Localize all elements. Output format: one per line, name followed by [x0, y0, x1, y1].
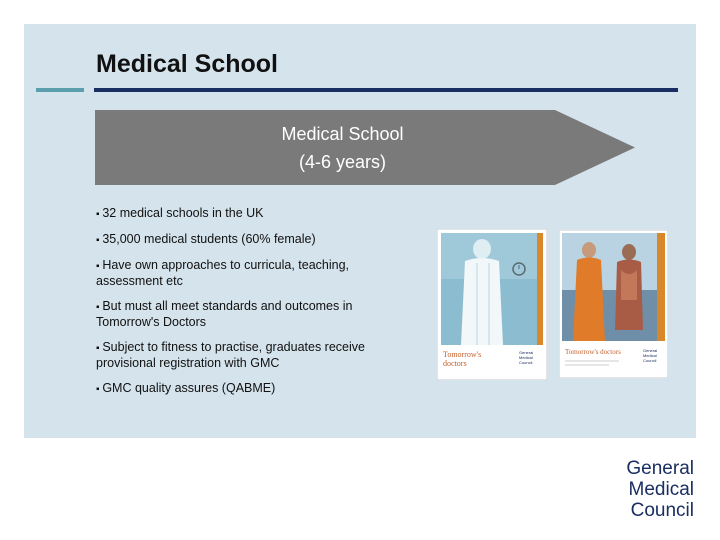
- bullet-item: ▪ 32 medical schools in the UK: [96, 206, 416, 222]
- bullet-item: ▪ Have own approaches to curricula, teaching, assessment etc: [96, 258, 416, 289]
- cover2-publisher-2: Medical: [643, 353, 657, 358]
- logo-line-general: General: [626, 458, 694, 479]
- cover1-publisher-3: Council: [519, 360, 533, 365]
- cover2-publisher-3: Council: [643, 358, 657, 363]
- book-cover-tomorrows-doctors-2: [559, 230, 668, 378]
- logo-line-council: Council: [630, 500, 694, 521]
- logo-line-medical: Medical: [628, 479, 694, 500]
- cover2-publisher-1: General: [643, 348, 658, 353]
- stage-arrow-label: [95, 110, 590, 185]
- cover1-title-line1: Tomorrow's: [443, 350, 482, 359]
- stage-duration: (4-6 years): [298, 151, 387, 172]
- book-cover-tomorrows-doctors-1: [437, 229, 547, 380]
- title-rule-accent: [36, 88, 84, 92]
- cover1-publisher-2: Medical: [519, 355, 533, 360]
- stage-name: Medical School: [281, 123, 404, 144]
- bullet-list: [96, 206, 416, 407]
- gmc-logo: [554, 458, 694, 521]
- cover1-title-line2: doctors: [443, 359, 467, 368]
- slide-title: Medical School: [96, 50, 278, 78]
- bullet-item: ▪ 35,000 medical students (60% female): [96, 232, 416, 248]
- bullet-item: ▪ GMC quality assures (QABME): [96, 381, 416, 397]
- cover1-publisher-1: General: [519, 350, 534, 355]
- cover2-title: Tomorrow's doctors: [565, 348, 621, 356]
- title-rule: [94, 88, 678, 92]
- bullet-item: ▪ But must all meet standards and outcomes in Tomorrow's Doctors: [96, 299, 416, 330]
- bullet-item: ▪ Subject to fitness to practise, graduates receive provisional registration with GMC: [96, 340, 416, 371]
